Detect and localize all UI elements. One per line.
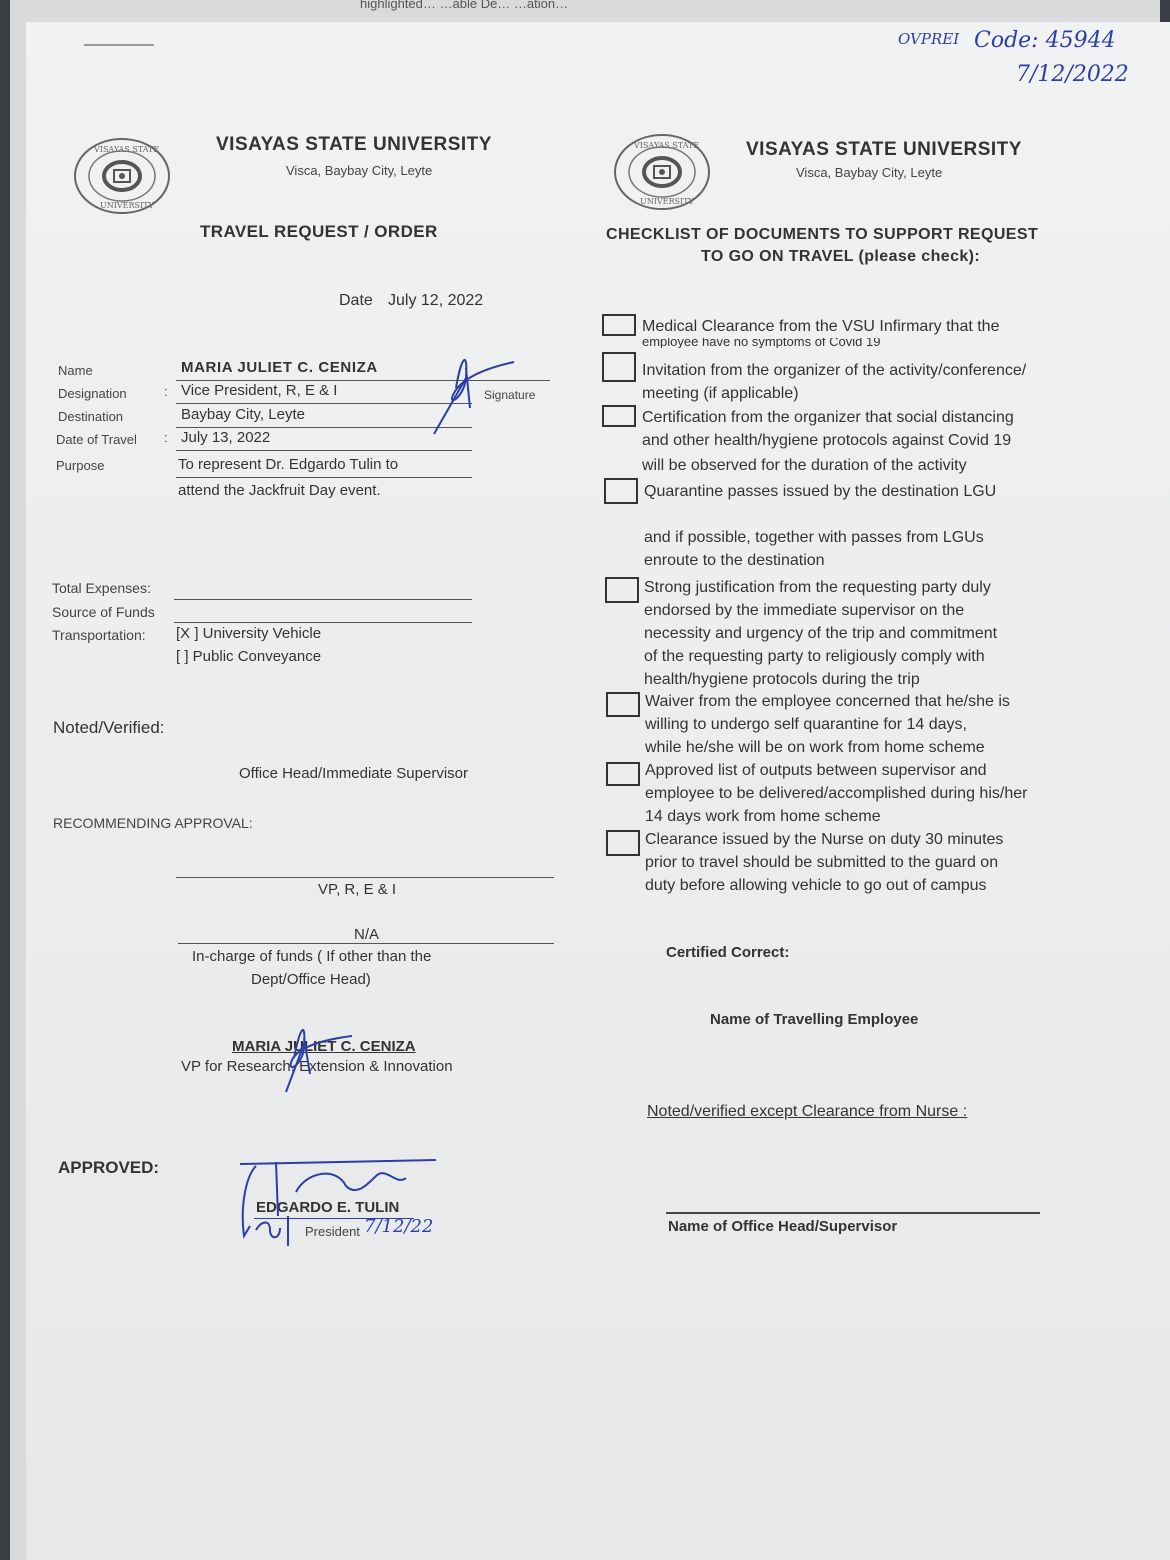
checklist-item-6 xyxy=(645,690,1010,759)
total-expenses-label: Total Expenses: xyxy=(52,580,151,596)
checklist-item-4 xyxy=(644,480,996,572)
date-of-travel-colon: : xyxy=(164,430,168,445)
name-value: MARIA JULIET C. CENIZA xyxy=(181,359,378,376)
checklist-item-6-line-2: willing to undergo self quarantine for 14 days, xyxy=(645,716,967,733)
signatory-signature xyxy=(274,1008,374,1094)
checkbox-nurse-clearance[interactable] xyxy=(606,830,640,856)
left-university-address: Visca, Baybay City, Leyte xyxy=(286,163,433,178)
checklist-item-1-line-2: employee have no symptoms of Covid 19 xyxy=(642,338,881,348)
president-name: EDGARDO E. TULIN xyxy=(256,1199,400,1216)
checklist-title-line-1: CHECKLIST OF DOCUMENTS TO SUPPORT REQUEST xyxy=(606,226,1039,243)
checklist-item-3-line-1: Certification from the organizer that social distancing xyxy=(642,409,1014,426)
checkbox-invitation[interactable] xyxy=(602,352,636,382)
right-university-title: VISAYAS STATE UNIVERSITY xyxy=(746,139,1022,160)
signatory-title: VP for Research, Extension & Innovation xyxy=(181,1058,453,1075)
checklist-item-4-line-1: Quarantine passes issued by the destination LGU xyxy=(644,483,997,500)
office-head-supervisor-label: Name of Office Head/Supervisor xyxy=(668,1218,898,1235)
underlying-paper-text: highlighted… …able De… …ation… xyxy=(360,0,569,11)
checkbox-approved-outputs[interactable] xyxy=(606,762,640,786)
date-of-travel-underline xyxy=(176,450,472,451)
checklist-item-7 xyxy=(645,759,1027,828)
na-value: N/A xyxy=(354,926,380,943)
date-label: Date xyxy=(339,292,373,309)
page-mark xyxy=(84,44,154,46)
signature-label: Signature xyxy=(484,388,536,402)
checklist-item-6-line-3: while he/she will be on work from home scheme xyxy=(645,739,985,756)
checklist-item-8-line-2: prior to travel should be submitted to the guard on xyxy=(645,854,999,871)
checklist-item-5-line-4: of the requesting party to religiously comply with xyxy=(644,648,985,665)
checklist-item-2 xyxy=(642,359,1026,405)
purpose-line-2: attend the Jackfruit Day event. xyxy=(178,482,381,499)
checklist-item-5-line-2: endorsed by the immediate supervisor on the xyxy=(644,602,965,619)
noted-except-nurse-label: Noted/verified except Clearance from Nurse : xyxy=(647,1103,968,1120)
svg-text:UNIVERSITY: UNIVERSITY xyxy=(100,201,154,210)
svg-text:VISAYAS STATE: VISAYAS STATE xyxy=(634,141,700,150)
handwritten-tag: OVPREI xyxy=(898,30,960,48)
date-of-travel-value: July 13, 2022 xyxy=(181,429,271,446)
checklist-item-8 xyxy=(645,828,1003,897)
source-of-funds-label: Source of Funds xyxy=(52,604,155,620)
checklist-item-5-line-5: health/hygiene protocols during the trip xyxy=(644,671,920,688)
form-title: TRAVEL REQUEST / ORDER xyxy=(200,222,438,241)
checkbox-quarantine-passes[interactable] xyxy=(604,478,638,504)
transport-university-vehicle: [X ] University Vehicle xyxy=(176,625,322,642)
checklist-item-3-line-3: will be observed for the duration of the activity xyxy=(642,457,967,474)
total-expenses-line xyxy=(174,599,472,600)
checklist-item-8-line-3: duty before allowing vehicle to go out of campus xyxy=(645,877,987,894)
checklist-item-4-line-2: and if possible, together with passes from LGUs xyxy=(644,529,984,546)
checklist-item-5 xyxy=(644,576,997,691)
designation-value: Vice President, R, E & I xyxy=(181,382,338,399)
vp-signature-line xyxy=(176,877,554,878)
destination-label: Destination xyxy=(58,409,124,424)
designation-colon: : xyxy=(164,384,168,399)
office-head-signature-line xyxy=(666,1212,1040,1214)
travelling-employee-label: Name of Travelling Employee xyxy=(710,1011,919,1028)
recommending-approval-label: RECOMMENDING APPROVAL: xyxy=(53,815,253,831)
checklist-item-2-line-2: meeting (if applicable) xyxy=(642,385,799,402)
office-head-label: Office Head/Immediate Supervisor xyxy=(239,765,468,782)
svg-text:UNIVERSITY: UNIVERSITY xyxy=(640,197,694,206)
checklist-item-3-line-2: and other health/hygiene protocols against Covid 19 xyxy=(642,432,1012,449)
checklist-item-7-line-1: Approved list of outputs between supervisor and xyxy=(645,762,987,779)
checklist-item-7-line-2: employee to be delivered/accomplished during his/her xyxy=(645,785,1028,802)
name-label: Name xyxy=(58,363,93,378)
checkbox-medical-clearance[interactable] xyxy=(602,314,636,336)
vp-label: VP, R, E & I xyxy=(318,881,397,898)
incharge-line xyxy=(178,943,554,944)
checklist-item-7-line-3: 14 days work from home scheme xyxy=(645,808,881,825)
left-university-title: VISAYAS STATE UNIVERSITY xyxy=(216,134,492,155)
purpose-underline xyxy=(176,477,472,478)
transportation-label: Transportation: xyxy=(52,627,146,643)
checklist-item-5-line-1: Strong justification from the requesting party duly xyxy=(644,579,991,596)
checklist-item-1-line-1: Medical Clearance from the VSU Infirmary that the xyxy=(642,318,1000,335)
date-value: July 12, 2022 xyxy=(388,292,484,309)
approved-label: APPROVED: xyxy=(58,1158,160,1177)
checklist-title-line-2: TO GO ON TRAVEL (please check): xyxy=(701,248,981,265)
president-signed-date: 7/12/22 xyxy=(364,1216,434,1237)
president-signature xyxy=(236,1156,446,1248)
checklist-item-1 xyxy=(642,315,999,348)
vsu-seal-icon xyxy=(72,136,172,216)
requester-signature xyxy=(426,338,526,438)
vsu-seal-icon-right xyxy=(612,132,712,212)
checklist-item-5-line-3: necessity and urgency of the trip and commitment xyxy=(644,625,998,642)
signatory-name: MARIA JULIET C. CENIZA xyxy=(232,1038,416,1055)
handwritten-date-top: 7/12/2022 xyxy=(1016,62,1129,87)
right-university-address: Visca, Baybay City, Leyte xyxy=(796,165,943,180)
destination-value: Baybay City, Leyte xyxy=(181,406,305,423)
designation-label: Designation xyxy=(58,386,127,401)
certified-correct-label: Certified Correct: xyxy=(666,944,790,961)
svg-text:VISAYAS STATE: VISAYAS STATE xyxy=(94,145,160,154)
checklist-item-6-line-1: Waiver from the employee concerned that he/she is xyxy=(645,693,1010,710)
checklist-item-2-line-1: Invitation from the organizer of the activity/conference/ xyxy=(642,362,1027,379)
checklist-item-3 xyxy=(642,406,1014,477)
president-title: President xyxy=(305,1224,360,1239)
checkbox-waiver[interactable] xyxy=(606,692,640,717)
incharge-label-line-2: Dept/Office Head) xyxy=(251,971,371,988)
checklist-item-8-line-1: Clearance issued by the Nurse on duty 30 minutes xyxy=(645,831,1004,848)
checklist-item-4-line-3: enroute to the destination xyxy=(644,552,825,569)
checkbox-justification[interactable] xyxy=(605,577,639,603)
checklist-item-4-spacer xyxy=(644,503,996,526)
incharge-label-line-1: In-charge of funds ( If other than the xyxy=(192,948,432,965)
transport-public-conveyance: [ ] Public Conveyance xyxy=(176,648,322,665)
noted-verified-label: Noted/Verified: xyxy=(53,718,165,737)
date-of-travel-label: Date of Travel xyxy=(56,432,137,447)
source-of-funds-line xyxy=(174,622,472,623)
travel-request-document xyxy=(26,22,1170,1560)
checkbox-certification[interactable] xyxy=(602,405,636,427)
handwritten-code: Code: 45944 xyxy=(974,28,1116,53)
purpose-label: Purpose xyxy=(56,458,105,473)
purpose-line-1: To represent Dr. Edgardo Tulin to xyxy=(178,456,399,473)
